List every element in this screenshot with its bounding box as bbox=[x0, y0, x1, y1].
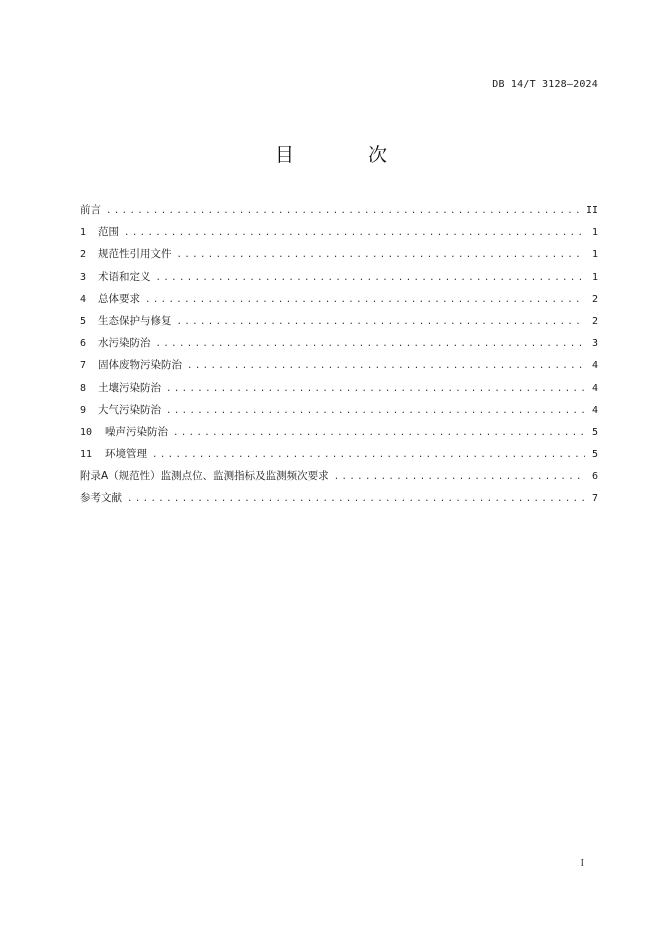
toc-entry-page: 7 bbox=[591, 493, 598, 505]
toc-entry-solid-waste[interactable] bbox=[80, 354, 598, 376]
toc-entry-label: 大气污染防治 bbox=[98, 403, 161, 416]
toc-entry-page: 2 bbox=[591, 293, 598, 305]
toc-entry-page: 4 bbox=[591, 360, 598, 372]
toc-entry-page: II bbox=[585, 205, 598, 216]
toc-entry-number: 8 bbox=[80, 382, 87, 394]
toc-entry-number: 9 bbox=[80, 404, 87, 416]
toc-entry-page: 1 bbox=[591, 271, 598, 283]
toc-entry-page: 5 bbox=[591, 426, 598, 438]
toc-dot-leader bbox=[334, 466, 585, 487]
toc-entry-number: 2 bbox=[80, 249, 87, 261]
toc-entry-label: 土壤污染防治 bbox=[98, 381, 161, 394]
toc-entry-label: 术语和定义 bbox=[98, 270, 151, 283]
toc-dot-leader bbox=[145, 289, 585, 310]
toc-entry-page: 4 bbox=[591, 404, 598, 416]
toc-entry-environmental-management[interactable] bbox=[80, 443, 598, 465]
toc-entry-label: 规范性引用文件 bbox=[98, 248, 172, 261]
toc-dot-leader bbox=[106, 200, 581, 221]
toc-dot-leader bbox=[127, 488, 585, 509]
toc-dot-leader bbox=[177, 244, 586, 265]
toc-entry-number: 1 bbox=[80, 227, 87, 239]
toc-entry-water-pollution[interactable] bbox=[80, 332, 598, 354]
toc-entry-number: 11 bbox=[80, 449, 93, 461]
toc-entry-page: 4 bbox=[591, 382, 598, 394]
toc-entry-number: 6 bbox=[80, 338, 87, 350]
toc-entry-soil-pollution[interactable] bbox=[80, 377, 598, 399]
toc-entry-normative-references[interactable] bbox=[80, 243, 598, 265]
toc-entry-label: 噪声污染防治 bbox=[105, 425, 168, 438]
toc-entry-number: 7 bbox=[80, 360, 87, 372]
toc-dot-leader bbox=[156, 333, 586, 354]
toc-entry-number: 10 bbox=[80, 426, 93, 438]
toc-entry-air-pollution[interactable] bbox=[80, 399, 598, 421]
toc-dot-leader bbox=[156, 267, 586, 288]
toc-entry-noise-pollution[interactable] bbox=[80, 421, 598, 443]
toc-entry-label: 生态保护与修复 bbox=[98, 314, 172, 327]
toc-entry-page: 6 bbox=[591, 471, 598, 483]
toc-entry-page: 3 bbox=[591, 338, 598, 350]
page-number: I bbox=[580, 858, 584, 869]
toc-dot-leader bbox=[173, 422, 585, 443]
toc-entry-label: 总体要求 bbox=[98, 292, 140, 305]
toc-dot-leader bbox=[166, 400, 585, 421]
table-of-contents bbox=[80, 199, 598, 510]
toc-entry-label: 参考文献 bbox=[80, 492, 122, 505]
toc-entry-label: 环境管理 bbox=[105, 448, 147, 461]
toc-entry-terms-definitions[interactable] bbox=[80, 266, 598, 288]
page-title: 目 次 bbox=[274, 144, 422, 166]
toc-entry-number: 3 bbox=[80, 271, 87, 283]
toc-entry-general-requirements[interactable] bbox=[80, 288, 598, 310]
toc-entry-page: 1 bbox=[591, 249, 598, 261]
toc-entry-foreword[interactable] bbox=[80, 199, 598, 221]
toc-entry-bibliography[interactable] bbox=[80, 487, 598, 509]
toc-dot-leader bbox=[124, 222, 585, 243]
toc-entry-number: 5 bbox=[80, 315, 87, 327]
toc-entry-page: 5 bbox=[591, 449, 598, 461]
toc-entry-label: 范围 bbox=[98, 226, 119, 239]
toc-dot-leader bbox=[187, 355, 585, 376]
toc-entry-appendix-a[interactable] bbox=[80, 465, 598, 487]
toc-entry-page: 1 bbox=[591, 227, 598, 239]
document-code: DB 14/T 3128—2024 bbox=[492, 79, 598, 90]
toc-dot-leader bbox=[152, 444, 585, 465]
toc-entry-label: 固体废物污染防治 bbox=[98, 359, 182, 372]
toc-entry-page: 2 bbox=[591, 315, 598, 327]
toc-entry-label: 前言 bbox=[80, 204, 101, 216]
toc-dot-leader bbox=[177, 311, 586, 332]
toc-entry-label: 水污染防治 bbox=[98, 337, 151, 350]
toc-entry-number: 4 bbox=[80, 293, 87, 305]
toc-entry-label: 附录A（规范性）监测点位、监测指标及监测频次要求 bbox=[80, 470, 329, 483]
toc-dot-leader bbox=[166, 378, 585, 399]
toc-entry-scope[interactable] bbox=[80, 221, 598, 243]
toc-entry-ecological-protection[interactable] bbox=[80, 310, 598, 332]
